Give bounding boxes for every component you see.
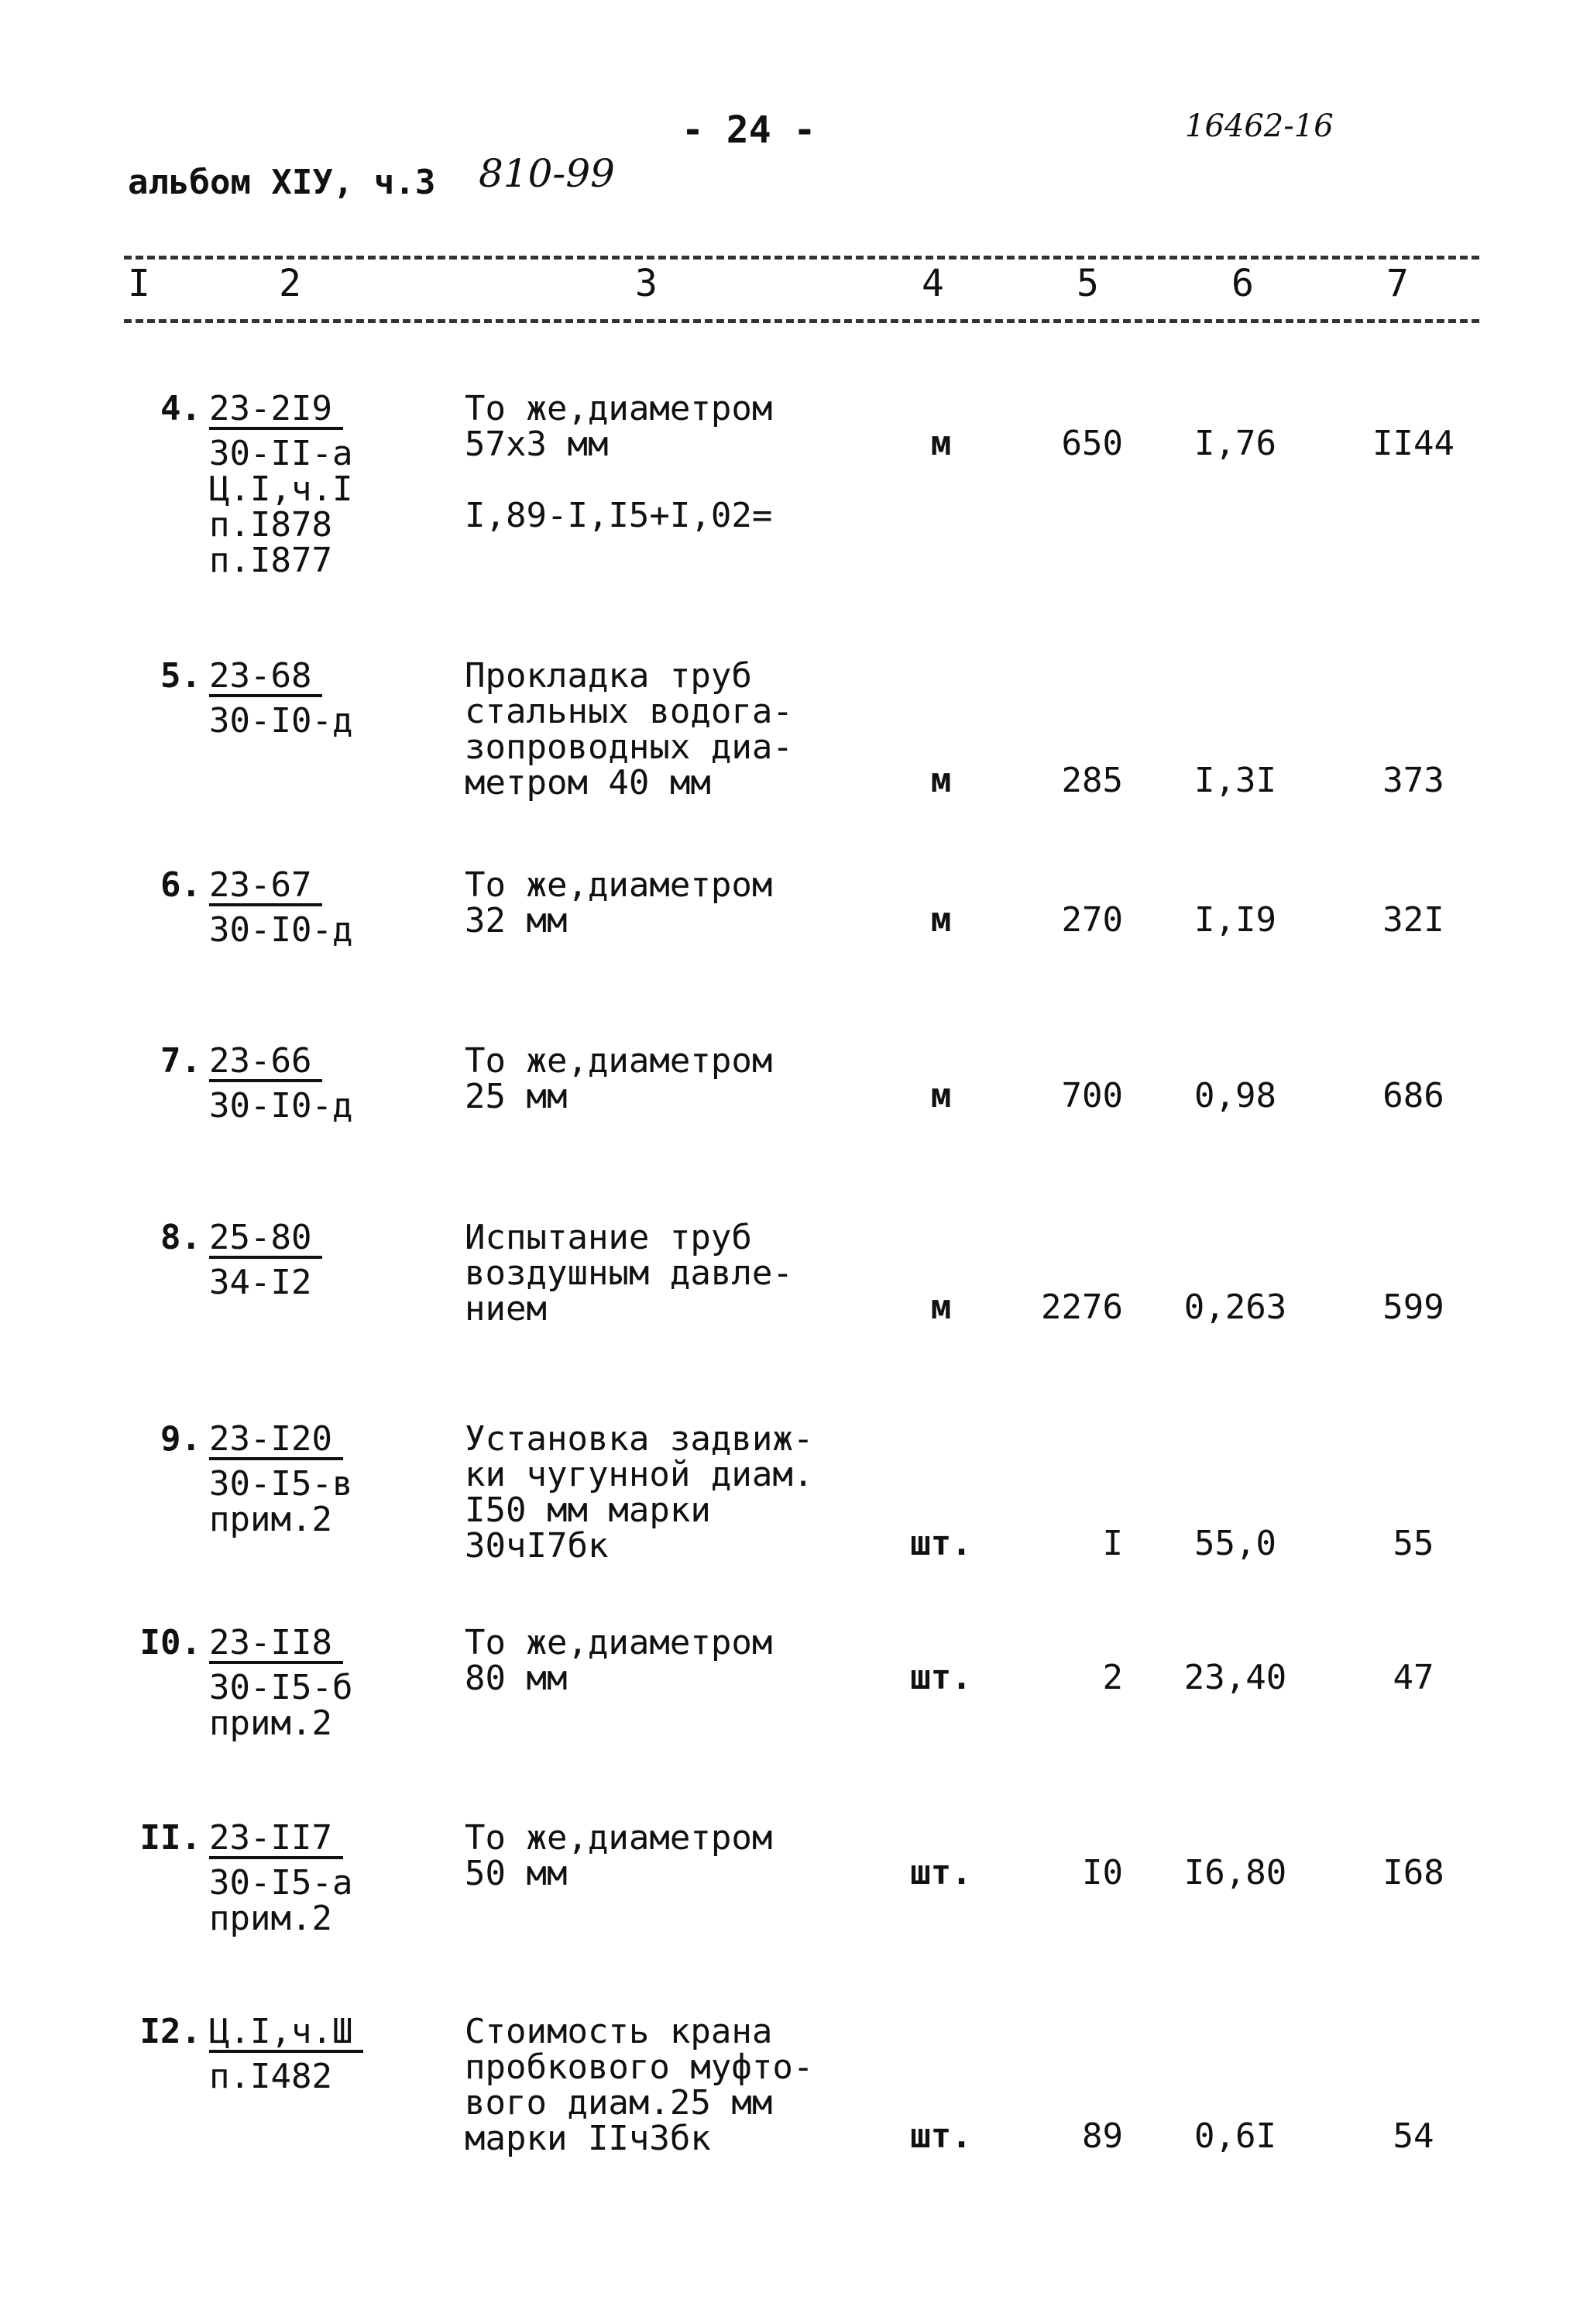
norm-code-main: 23-II7 <box>209 1820 343 1859</box>
norm-code-main: 25-80 <box>209 1220 322 1259</box>
total-cost: 599 <box>1382 1287 1444 1327</box>
unit-price: 23,40 <box>1183 1658 1287 1697</box>
header-rule-top <box>124 256 1479 260</box>
unit-of-measure: м <box>930 761 952 800</box>
total-cost: I68 <box>1382 1853 1444 1893</box>
norm-reference <box>209 1043 465 1124</box>
total-cost: 686 <box>1382 1076 1444 1116</box>
norm-code-main: 23-I20 <box>209 1422 343 1460</box>
row-number: 5. <box>160 656 201 696</box>
column-header-7: 7 <box>1386 262 1409 305</box>
column-header-3: 3 <box>635 262 658 305</box>
norm-reference <box>209 1419 465 1539</box>
unit-of-measure: шт. <box>910 1658 972 1697</box>
work-description: То же,диаметром 80 мм <box>465 1623 773 1698</box>
work-description: То же,диаметром 50 мм <box>465 1818 773 1893</box>
row-number: II. <box>139 1818 201 1858</box>
unit-price: 0,263 <box>1183 1287 1287 1327</box>
total-cost: 55 <box>1393 1524 1434 1563</box>
total-cost: 47 <box>1393 1658 1434 1697</box>
unit-price: I,76 <box>1194 424 1276 463</box>
norm-reference <box>209 1820 465 1937</box>
total-cost: 32I <box>1382 900 1444 940</box>
quantity: 89 <box>1082 2116 1123 2156</box>
work-description: Испытание труб воздушным давле- нием <box>465 1218 793 1329</box>
norm-code-line: 30-II-а <box>209 434 353 473</box>
norm-reference <box>209 1625 465 1741</box>
unit-of-measure: м <box>930 1076 952 1116</box>
work-description: То же,диаметром 32 мм <box>465 865 773 940</box>
album-label: альбом XIУ, ч.3 <box>128 163 436 202</box>
document-code: 16462-16 <box>1185 108 1334 144</box>
norm-reference <box>209 391 465 579</box>
work-description: То же,диаметром 57х3 мм I,89-I,I5+I,02= <box>465 389 773 535</box>
norm-code-main: 23-2I9 <box>209 391 343 430</box>
row-number: 8. <box>160 1218 201 1257</box>
column-header-4: 4 <box>922 262 944 305</box>
column-header-2: 2 <box>279 262 301 305</box>
norm-reference <box>209 865 465 950</box>
norm-code-line: прим.2 <box>209 1703 332 1743</box>
work-description: Прокладка труб стальных водога- зопроводных диа- метром 40 мм <box>465 656 793 803</box>
norm-code-main: 23-67 <box>209 868 322 906</box>
norm-code-line: 30-I5-в <box>209 1464 353 1504</box>
norm-code-line: 30-I5-а <box>209 1863 353 1903</box>
norm-code-line: прим.2 <box>209 1500 332 1539</box>
norm-code-main: 23-68 <box>209 658 322 697</box>
quantity: 2276 <box>1041 1287 1123 1327</box>
album-handwritten-number: 810-99 <box>479 151 615 196</box>
work-description: Стоимость крана пробкового муфто- вого диам.25 мм марки IIч3бк <box>465 2012 814 2158</box>
header-rule-bottom <box>124 319 1479 323</box>
row-number: 4. <box>160 389 201 428</box>
page-number: - 24 - <box>682 108 816 152</box>
work-description: То же,диаметром 25 мм <box>465 1041 773 1116</box>
norm-code-main: 23-II8 <box>209 1625 343 1664</box>
norm-code-line: прим.2 <box>209 1899 332 1938</box>
norm-code-line: Ц.I,ч.I <box>209 469 353 509</box>
total-cost: 54 <box>1393 2116 1434 2156</box>
unit-price: I6,80 <box>1183 1853 1287 1893</box>
total-cost: II44 <box>1372 424 1455 463</box>
norm-reference <box>209 658 465 739</box>
quantity: 270 <box>1061 900 1123 940</box>
unit-price: I,I9 <box>1194 900 1276 940</box>
unit-price: 0,6I <box>1194 2116 1276 2156</box>
row-number: I0. <box>139 1623 201 1662</box>
norm-code-line: 30-I0-д <box>209 1086 353 1126</box>
unit-price: I,3I <box>1194 761 1276 800</box>
unit-of-measure: м <box>930 1287 952 1327</box>
column-header-5: 5 <box>1077 262 1099 305</box>
norm-code-line: 30-I0-д <box>209 701 353 741</box>
row-number: 6. <box>160 865 201 905</box>
column-header-6: 6 <box>1231 262 1254 305</box>
quantity: I <box>1102 1524 1123 1563</box>
norm-code-line: п.I878 <box>209 505 332 545</box>
unit-of-measure: шт. <box>910 1853 972 1893</box>
norm-code-main: 23-66 <box>209 1043 322 1082</box>
quantity: I0 <box>1082 1853 1123 1893</box>
norm-code-main: Ц.I,ч.Ш <box>209 2014 363 2053</box>
quantity: 700 <box>1061 1076 1123 1116</box>
row-number: 7. <box>160 1041 201 1081</box>
column-header-1: I <box>128 262 150 305</box>
norm-reference <box>209 1220 465 1301</box>
unit-of-measure: шт. <box>910 2116 972 2156</box>
unit-price: 0,98 <box>1194 1076 1276 1116</box>
unit-of-measure: м <box>930 424 952 463</box>
row-number: I2. <box>139 2012 201 2051</box>
unit-price: 55,0 <box>1194 1524 1276 1563</box>
norm-code-line: п.I877 <box>209 541 332 580</box>
norm-code-line: п.I482 <box>209 2057 332 2096</box>
quantity: 650 <box>1061 424 1123 463</box>
norm-reference <box>209 2014 465 2095</box>
row-number: 9. <box>160 1419 201 1459</box>
norm-code-line: 30-I0-д <box>209 910 353 950</box>
quantity: 2 <box>1102 1658 1123 1697</box>
norm-code-line: 30-I5-б <box>209 1668 353 1707</box>
quantity: 285 <box>1061 761 1123 800</box>
total-cost: 373 <box>1382 761 1444 800</box>
norm-code-line: 34-I2 <box>209 1263 312 1302</box>
work-description: Установка задвиж- ки чугунной диам. I50 мм марки 30чI7бк <box>465 1419 814 1566</box>
unit-of-measure: шт. <box>910 1524 972 1563</box>
unit-of-measure: м <box>930 900 952 940</box>
